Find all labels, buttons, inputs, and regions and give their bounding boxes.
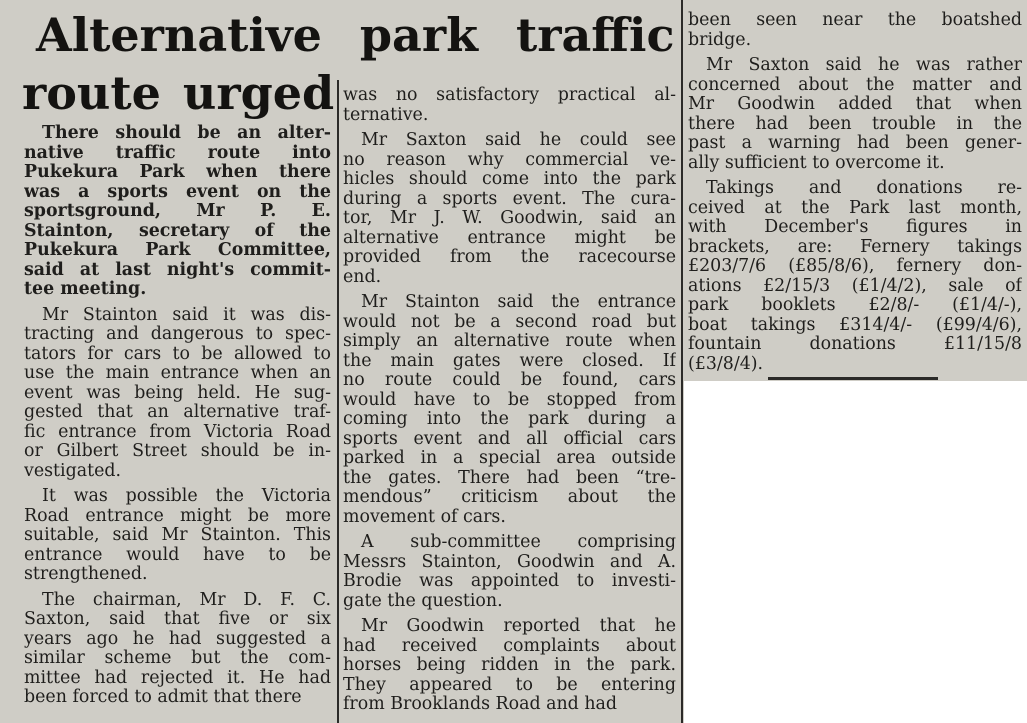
article-line: Pukekura Park Committee, — [24, 241, 331, 260]
article-line: Mr Goodwin reported that he — [361, 617, 676, 636]
article-line: end. — [343, 267, 382, 287]
article-line: concerned about the matter and — [688, 75, 1022, 95]
article-line: tracting and dangerous to spec- — [24, 325, 331, 344]
article-line: suitable, said Mr Stainton. This — [24, 526, 331, 545]
article-line: Mr Stainton said it was dis- — [42, 305, 331, 325]
article-line: Mr Goodwin added that when — [688, 95, 1022, 114]
article-paragraph — [688, 56, 1022, 173]
article-line: ternative. — [343, 105, 429, 125]
article-paragraph — [343, 617, 676, 715]
article-column-1 — [24, 124, 331, 708]
article-line: the gates. There had been “tre- — [343, 468, 676, 488]
article-line: A sub-committee comprising — [361, 533, 676, 552]
article-line: use the main entrance when an — [24, 364, 331, 383]
article-line: ations £2/15/3 (£1/4/2), sale of — [688, 276, 1022, 296]
article-line: been forced to admit that there — [24, 688, 302, 707]
article-line: native traffic route into — [24, 143, 331, 163]
article-line: parked in a special area outside — [343, 449, 676, 468]
article-line: Takings and donations re- — [706, 179, 1022, 198]
article-line: The chairman, Mr D. F. C. — [42, 590, 331, 610]
article-column-3 — [688, 11, 1022, 374]
article-paragraph — [24, 591, 331, 708]
article-line: event was being held. He sug- — [24, 383, 331, 403]
article-line: bridge. — [688, 30, 752, 50]
article-line: coming into the park during a — [343, 410, 676, 429]
article-line: Saxton, said that five or six — [24, 610, 331, 629]
article-line: (£3/8/4). — [688, 354, 764, 374]
article-line: Mr Saxton said he was rather — [706, 56, 1022, 75]
article-line: mittee had rejected it. He had — [24, 668, 331, 688]
article-line: simply an alternative route when — [343, 332, 676, 351]
article-line: mendous” criticism about the — [343, 488, 676, 507]
article-line: horses being ridden in the park. — [343, 656, 676, 675]
article-line: Mr Saxton said he could see — [361, 131, 676, 150]
article-line: They appeared to be entering — [343, 675, 676, 695]
article-line: fic entrance from Victoria Road — [24, 422, 331, 442]
article-line: Brodie was appointed to investi- — [343, 572, 676, 591]
article-paragraph — [343, 131, 676, 287]
article-column-2 — [343, 86, 676, 715]
article-line: had received complaints about — [343, 636, 676, 656]
article-line: tators for cars to be allowed to — [24, 344, 331, 364]
article-line: alternative entrance might be — [343, 228, 676, 248]
article-line: ceived at the Park last month, — [688, 198, 1022, 218]
article-line: tee meeting. — [24, 280, 147, 299]
column-rule-2 — [681, 0, 683, 723]
article-paragraph — [24, 306, 331, 482]
article-line: tor, Mr J. W. Goodwin, said an — [343, 209, 676, 228]
article-line: provided from the racecourse — [343, 248, 676, 267]
article-line: vestigated. — [24, 461, 122, 481]
article-paragraph — [688, 179, 1022, 374]
article-line: years ago he had suggested a — [24, 629, 331, 649]
article-line: park booklets £2/8/- (£1/4/-), — [688, 296, 1022, 315]
article-line: or Gilbert Street should be in- — [24, 442, 331, 461]
article-line: from Brooklands Road and had — [343, 695, 618, 714]
article-line: no route could be found, cars — [343, 371, 676, 390]
article-line: Pukekura Park when there — [24, 163, 331, 182]
article-paragraph — [688, 11, 1022, 50]
article-line: was no satisfactory practical al- — [343, 86, 676, 105]
article-paragraph — [343, 86, 676, 125]
article-line: would not be a second road but — [343, 312, 676, 332]
article-paragraph — [24, 487, 331, 585]
article-line: boat takings £314/4/- (£99/4/6), — [688, 315, 1022, 335]
article-line: been seen near the boatshed — [688, 11, 1022, 30]
article-line: said at last night's commit- — [24, 260, 331, 280]
article-line: was a sports event on the — [24, 182, 331, 202]
article-line: no reason why commercial ve- — [343, 150, 676, 170]
article-line: sports event and all official cars — [343, 429, 676, 449]
article-line: brackets, are: Fernery takings — [688, 237, 1022, 257]
article-line: gested that an alternative traf- — [24, 403, 331, 422]
article-paragraph — [24, 124, 331, 300]
article-line: fountain donations £11/15/8 — [688, 335, 1022, 354]
article-line: would have to be stopped from — [343, 390, 676, 410]
article-line: similar scheme but the com- — [24, 649, 331, 668]
article-line: There should be an alter- — [42, 124, 331, 143]
article-line: ally sufficient to overcome it. — [688, 153, 945, 173]
article-line: £203/7/6 (£85/8/6), fernery don- — [688, 257, 1022, 276]
article-paragraph — [343, 293, 676, 527]
article-line: sportsground, Mr P. E. — [24, 202, 331, 221]
article-paragraph — [343, 533, 676, 611]
article-line: movement of cars. — [343, 507, 506, 527]
article-line: past a warning had been gener- — [688, 134, 1022, 153]
article-line: Stainton, secretary of the — [24, 221, 331, 241]
headline-line-1: Alternative park traffic — [36, 8, 675, 62]
article-line: entrance would have to be — [24, 545, 331, 565]
column-rule-1 — [337, 80, 339, 723]
article-line: there had been trouble in the — [688, 114, 1022, 134]
article-line: during a sports event. The cura- — [343, 189, 676, 209]
article-line: Messrs Stainton, Goodwin and A. — [343, 552, 676, 572]
article-line: hicles should come into the park — [343, 170, 676, 189]
headline-line-2: route urged — [22, 66, 335, 120]
article-line: the main gates were closed. If — [343, 351, 676, 371]
article-line: Road entrance might be more — [24, 506, 331, 526]
article-line: gate the question. — [343, 591, 503, 611]
article-line: strengthened. — [24, 565, 148, 584]
article-line: It was possible the Victoria — [42, 487, 331, 506]
article-end-rule — [768, 377, 938, 380]
article-line: Mr Stainton said the entrance — [361, 293, 676, 312]
article-line: with December's figures in — [688, 218, 1022, 237]
